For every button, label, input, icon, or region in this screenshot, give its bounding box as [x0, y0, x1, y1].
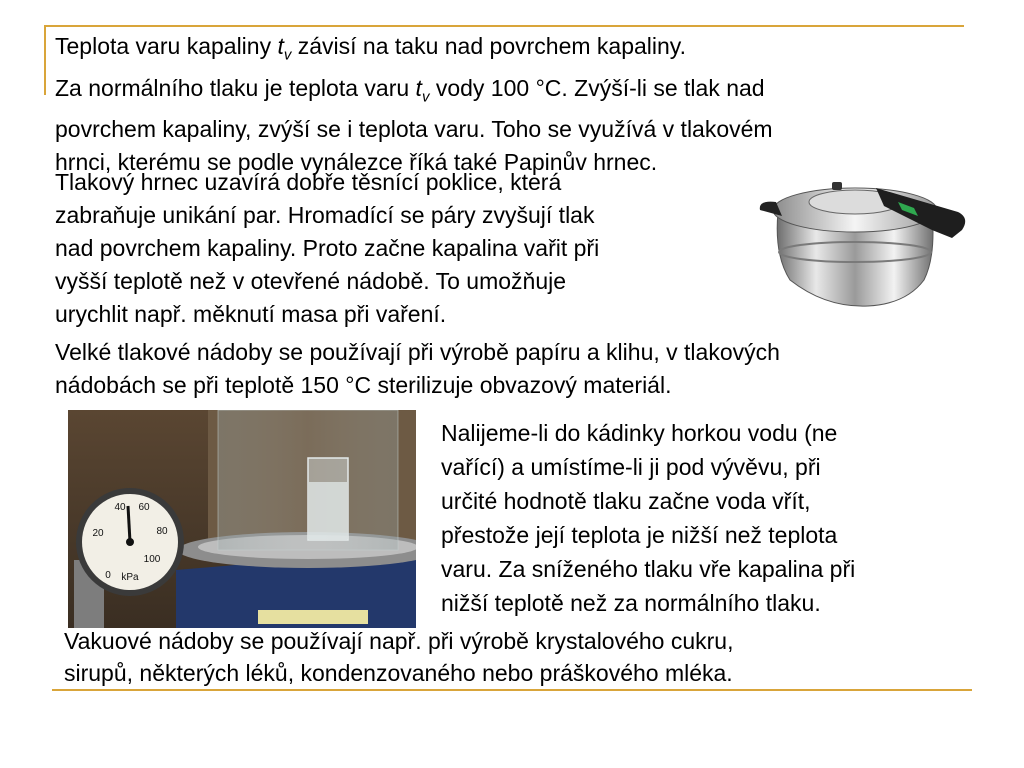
- text-line: varu. Za sníženého tlaku vře kapalina při: [441, 556, 856, 582]
- text-line: nižší teplotě než za normálního tlaku.: [441, 590, 821, 616]
- text-line: nádobách se při teplotě 150 °C sterilizuje obvazový materiál.: [55, 372, 672, 398]
- gauge-needle: [128, 506, 130, 542]
- intro-line-3: povrchem kapaliny, zvýší se i teplota varu. Toho se využívá v tlakovém: [55, 116, 773, 143]
- left-rule: [44, 25, 46, 95]
- text-line: přestože její teplota je nižší než teplota: [441, 522, 838, 548]
- gauge-tick-label: 100: [143, 554, 161, 565]
- text-line: sirupů, některých léků, kondenzovaného nebo práškového mléka.: [64, 660, 733, 686]
- intro-line-2: Za normálního tlaku je teplota varu $t_v$ vody 100 °C. Zvýší-li se tlak nad: [55, 74, 765, 106]
- symbol-t-v: $t_v$: [277, 33, 292, 64]
- gauge-tick-label: 0: [105, 570, 111, 581]
- pressure-cooker-image: [756, 160, 974, 310]
- gauge-tick-label: 60: [138, 502, 150, 513]
- text-line: zabraňuje unikání par. Hromadící se páry zvyšují tlak: [55, 202, 595, 228]
- text-line: Vakuové nádoby se používají např. při výrobě krystalového cukru,: [64, 628, 734, 654]
- intro-paragraph: [55, 30, 975, 179]
- vacuum-experiment-paragraph: [441, 416, 981, 620]
- vacuum-uses-paragraph: [64, 625, 964, 689]
- vacuum-experiment-image: [68, 410, 416, 628]
- gauge-unit: kPa: [121, 572, 139, 583]
- text-line: Velké tlakové nádoby se používají při výrobě papíru a klihu, v tlakových: [55, 339, 780, 365]
- text-line: urychlit např. měknutí masa při vaření.: [55, 301, 447, 327]
- gauge-tick-label: 80: [156, 526, 168, 537]
- gauge-tick-label: 20: [92, 528, 104, 539]
- symbol-t-v: $t_v$: [415, 74, 430, 106]
- pressure-cooker-paragraph: [55, 166, 755, 331]
- text-line: Nalijeme-li do kádinky horkou vodu (ne: [441, 420, 838, 446]
- industrial-paragraph: [55, 336, 975, 402]
- gauge-tick-label: 40: [114, 502, 126, 513]
- intro-line-4: hrnci, kterému se podle vynálezce říká také Papinův hrnec.: [55, 149, 658, 176]
- text-line: nad povrchem kapaliny. Proto začne kapalina vařit při: [55, 235, 600, 261]
- bottom-rule: [52, 689, 972, 691]
- intro-line-1: Teplota varu kapaliny $t_v$ závisí na taku nad povrchem kapaliny.: [55, 33, 686, 64]
- text-line: vařící) a umístíme-li ji pod vývěvu, při: [441, 454, 821, 480]
- text-line: určité hodnotě tlaku začne voda vřít,: [441, 488, 811, 514]
- text-line: vyšší teplotě než v otevřené nádobě. To umožňuje: [55, 268, 567, 294]
- text-line: Tlakový hrnec uzavírá dobře těsnící poklice, která: [55, 169, 562, 195]
- top-rule: [44, 25, 964, 27]
